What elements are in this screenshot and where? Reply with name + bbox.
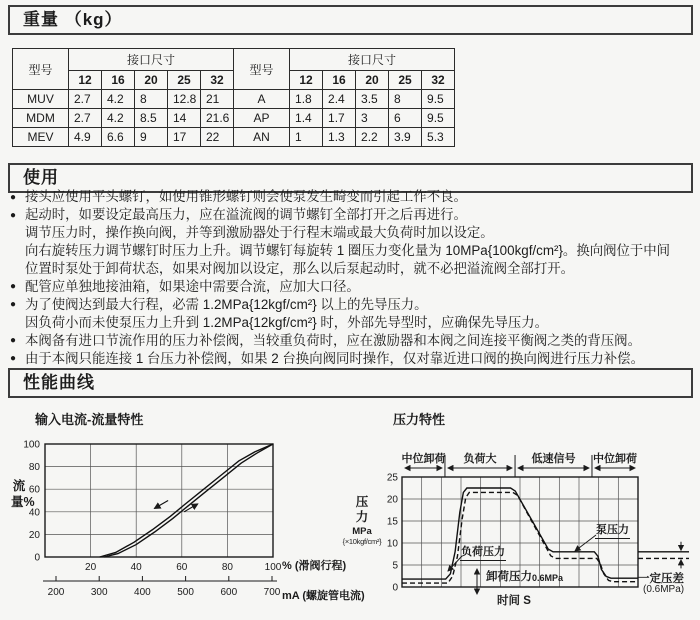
list-item bbox=[10, 332, 670, 350]
weight-table bbox=[12, 48, 455, 147]
cell-model: MUV bbox=[13, 90, 69, 109]
y-tick-label: 0 bbox=[34, 552, 40, 564]
list-item bbox=[10, 188, 670, 206]
cell-value: 4.2 bbox=[102, 90, 135, 109]
cell-value: 21 bbox=[201, 90, 234, 109]
y-tick-label: 10 bbox=[386, 538, 398, 550]
ylabel-secondary-unit: {×10kgf/cm²} bbox=[342, 537, 382, 546]
cell-value: 6 bbox=[389, 109, 422, 128]
size-header: 25 bbox=[389, 71, 422, 90]
current-tick-label: 600 bbox=[220, 587, 238, 598]
cell-value: 14 bbox=[168, 109, 201, 128]
phase-label: 低速信号 bbox=[531, 453, 576, 465]
list-item bbox=[10, 296, 670, 314]
cell-value: 2.4 bbox=[323, 90, 356, 109]
table-row bbox=[13, 109, 455, 128]
bullet-icon: ● bbox=[10, 353, 17, 365]
direction-arrow bbox=[184, 504, 198, 512]
x-tick-label: 20 bbox=[85, 562, 97, 573]
list-item bbox=[10, 314, 670, 332]
cell-value: 9.5 bbox=[422, 109, 455, 128]
x-tick-label: 60 bbox=[176, 562, 188, 573]
cell-model: MDM bbox=[13, 109, 69, 128]
load-pressure-label: 负荷压力 bbox=[460, 543, 506, 561]
phase-label: 负荷大 bbox=[463, 453, 497, 465]
section-header-performance-curves bbox=[8, 368, 693, 398]
size-header: 12 bbox=[290, 71, 323, 90]
cell-value: 8 bbox=[389, 90, 422, 109]
cell-value: 22 bbox=[201, 128, 234, 147]
usage-text: 为了使阀达到最大行程，必需 1.2MPa{12kgf/cm²} 以上的先导压力。 bbox=[25, 296, 428, 312]
col-header-port-size: 接口尺寸 bbox=[290, 49, 455, 71]
flow-chart-xlabel-current: mA (螺旋管电流) bbox=[282, 590, 365, 602]
cell-value: 8 bbox=[135, 90, 168, 109]
current-tick-label: 700 bbox=[263, 587, 281, 598]
cell-value: 6.6 bbox=[102, 128, 135, 147]
plot-frame bbox=[45, 444, 273, 557]
list-item bbox=[10, 224, 670, 242]
size-header: 25 bbox=[168, 71, 201, 90]
list-item bbox=[10, 242, 670, 260]
usage-text: 向右旋转压力调节螺钉时压力上升。调节螺钉每旋转 1 圈压力变化量为 10MPa{100kgf/cm²}。换向阀位于中间 bbox=[25, 243, 671, 259]
cell-value: 1.4 bbox=[290, 109, 323, 128]
pressure-chart-ylabel bbox=[330, 495, 394, 546]
ylabel-text: 压力 bbox=[355, 495, 369, 524]
flow-curve-current-increasing bbox=[104, 444, 273, 557]
usage-text: 接头应使用平头螺钉，如使用锥形螺钉则会使泵发生畸变而引起工作不良。 bbox=[25, 189, 467, 204]
usage-text: 调节压力时，操作换向阀，并等到激励器处于行程末端或最大负荷时加以设定。 bbox=[25, 225, 494, 241]
cell-value: 3.9 bbox=[389, 128, 422, 147]
current-tick-label: 200 bbox=[47, 587, 65, 598]
size-header: 12 bbox=[69, 71, 102, 90]
cell-model: AN bbox=[234, 128, 290, 147]
bullet-icon: ● bbox=[10, 335, 17, 347]
unload-pressure-text: 卸荷压力 bbox=[486, 571, 532, 583]
cell-model: AP bbox=[234, 109, 290, 128]
x-tick-label: 100 bbox=[264, 562, 282, 573]
cell-value: 9.5 bbox=[422, 90, 455, 109]
cell-value: 8.5 bbox=[135, 109, 168, 128]
cell-value: 5.3 bbox=[422, 128, 455, 147]
y-tick-label: 40 bbox=[28, 507, 40, 519]
pump-pressure-label: 泵压力 bbox=[595, 521, 630, 539]
constant-diff-label: 一定压差 bbox=[638, 573, 684, 585]
y-tick-label: 20 bbox=[28, 529, 40, 541]
bullet-icon: ● bbox=[10, 281, 17, 293]
unload-pressure-value: 0.6MPa bbox=[532, 573, 564, 583]
cell-value: 1.8 bbox=[290, 90, 323, 109]
cell-value: 1 bbox=[290, 128, 323, 147]
usage-text: 起动时，如要设定最高压力，应在溢流阀的调节螺钉全部打开之后再进行。 bbox=[25, 207, 467, 223]
flow-chart-ylabel: 流量% bbox=[11, 479, 35, 509]
flow-chart-xlabel-stroke: % (滑阀行程) bbox=[282, 560, 347, 572]
time-axis-label: 时间 S bbox=[497, 595, 531, 607]
list-item bbox=[10, 206, 670, 224]
cell-model: A bbox=[234, 90, 290, 109]
list-item bbox=[10, 350, 670, 368]
cell-value: 1.3 bbox=[323, 128, 356, 147]
x-tick-label: 80 bbox=[221, 562, 233, 573]
size-header: 16 bbox=[323, 71, 356, 90]
bullet-icon: ● bbox=[10, 191, 17, 203]
cell-value: 17 bbox=[168, 128, 201, 147]
cell-value: 2.7 bbox=[69, 109, 102, 128]
cell-value: 3 bbox=[356, 109, 389, 128]
cell-value: 3.5 bbox=[356, 90, 389, 109]
cell-value: 12.8 bbox=[168, 90, 201, 109]
pressure-chart-title: 压力特性 bbox=[393, 412, 446, 427]
y-tick-label: 0 bbox=[392, 582, 398, 594]
size-header: 20 bbox=[135, 71, 168, 90]
current-tick-label: 400 bbox=[134, 587, 151, 598]
bullet-icon: ● bbox=[10, 209, 17, 221]
pump-pressure-leader bbox=[575, 535, 596, 551]
cell-value: 2.7 bbox=[69, 90, 102, 109]
usage-text: 由于本阀只能连接 1 台压力补偿阀，如果 2 台换向阀同时操作，仅对靠近进口阀的换向阀进行压力补偿。 bbox=[25, 350, 644, 366]
flow-chart-title: 输入电流-流量特性 bbox=[35, 412, 144, 427]
y-tick-label: 100 bbox=[23, 439, 40, 451]
list-item bbox=[10, 278, 670, 296]
cell-value: 21.6 bbox=[201, 109, 234, 128]
y-tick-label: 25 bbox=[386, 472, 398, 484]
bullet-icon: ● bbox=[10, 299, 17, 311]
y-tick-label: 80 bbox=[28, 462, 40, 474]
unload-pressure-label bbox=[486, 568, 563, 584]
cell-value: 2.2 bbox=[356, 128, 389, 147]
y-tick-label: 60 bbox=[28, 484, 40, 496]
phase-label: 中位卸荷 bbox=[592, 453, 637, 465]
section-title: 性能曲线 bbox=[23, 373, 95, 392]
cell-value: 9 bbox=[135, 128, 168, 147]
phase-label: 中位卸荷 bbox=[401, 453, 446, 465]
size-header: 32 bbox=[422, 71, 455, 90]
col-header-model: 型号 bbox=[13, 49, 69, 90]
section-header-weight bbox=[8, 5, 693, 35]
cell-value: 4.2 bbox=[102, 109, 135, 128]
current-tick-label: 500 bbox=[177, 587, 194, 598]
cell-value: 1.7 bbox=[323, 109, 356, 128]
flow-curve-current-decreasing bbox=[100, 444, 273, 557]
size-header: 32 bbox=[201, 71, 234, 90]
usage-text: 因负荷小而未使泵压力上升到 1.2MPa{12kgf/cm²} 时，外部先导型时，应确保先导压力。 bbox=[25, 314, 549, 330]
usage-list bbox=[10, 188, 670, 368]
col-header-model: 型号 bbox=[234, 49, 290, 90]
current-tick-label: 300 bbox=[90, 587, 108, 598]
direction-arrow bbox=[154, 501, 168, 509]
list-item bbox=[10, 260, 670, 278]
cell-model: MEV bbox=[13, 128, 69, 147]
size-header: 16 bbox=[102, 71, 135, 90]
section-title: 重量 （kg） bbox=[23, 10, 123, 29]
usage-text: 本阀备有进口节流作用的压力补偿阀，当较重负荷时，应在激励器和本阀之间连接平衡阀之类的背压阀。 bbox=[25, 332, 641, 348]
y-tick-label: 15 bbox=[386, 516, 398, 528]
usage-text: 位置时泵处于卸荷状态，如果对阀加以设定，那么以后泵起动时，就不必把溢流阀全部打开。 bbox=[25, 260, 575, 276]
col-header-port-size: 接口尺寸 bbox=[69, 49, 234, 71]
y-tick-label: 20 bbox=[386, 494, 398, 506]
table-row bbox=[13, 90, 455, 109]
table-row bbox=[13, 128, 455, 147]
constant-diff-value: (0.6MPa) bbox=[643, 584, 685, 595]
cell-value: 4.9 bbox=[69, 128, 102, 147]
size-header: 20 bbox=[356, 71, 389, 90]
section-title: 使用 bbox=[23, 168, 59, 187]
ylabel-unit: MPa bbox=[352, 526, 372, 537]
y-tick-label: 5 bbox=[392, 560, 398, 572]
x-tick-label: 40 bbox=[130, 562, 142, 573]
usage-text: 配管应单独地接油箱，如果途中需要合流，应加大口径。 bbox=[25, 278, 360, 294]
